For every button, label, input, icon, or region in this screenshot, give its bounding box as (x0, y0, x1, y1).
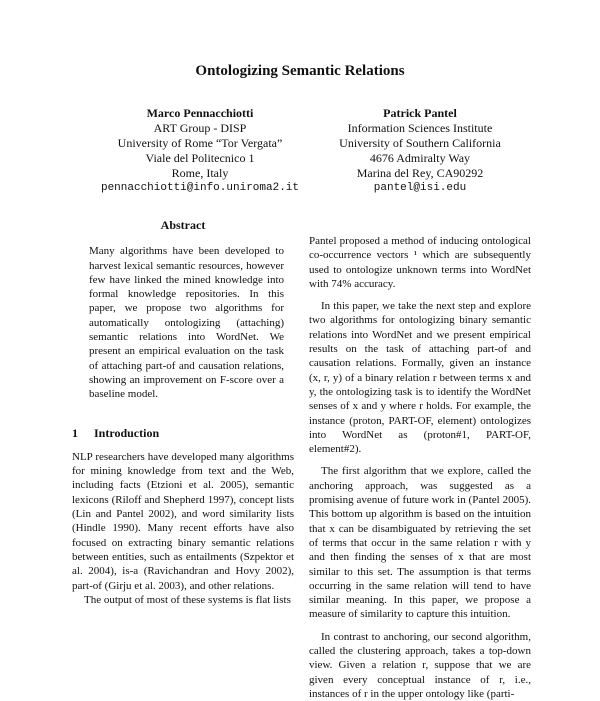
author-block-1 (80, 106, 320, 196)
author-address-city: Rome, Italy (171, 166, 229, 180)
author-university: University of Rome “Tor Vergata” (117, 136, 283, 150)
author-address-city: Marina del Rey, CA90292 (356, 166, 484, 180)
paper-title: Ontologizing Semantic Relations (195, 63, 405, 79)
author-email: pantel@isi.edu (373, 182, 467, 194)
section-heading-introduction (72, 426, 294, 440)
intro-paragraph-1: NLP researchers have developed many algorithms for mining knowledge from text and the Web, including facts (Etzioni et al. 2005), semantic lexicons (Riloff and Shepherd 1997), concept lists (Lin and Pantel 2002), and word similarity lists (Hindle 1990). Many recent efforts have also focused on extracting binary semantic relations between entities, such as entailments (Szpektor et al. 2004), is-a (Ravichandran and Hovy 2002), part-of (Girju et al. 2003), and other relations. (72, 450, 294, 592)
body-paragraph-2: In this paper, we take the next step and explore two algorithms for ontologizing binary semantic relations into WordNet and we present empirical results on the task of attaching part-of and causation relations. Formally, given an instance (x, r, y) of a binary relation r between terms x and y, the ontologizing task is to identify the WordNet senses of x and y where r holds. For example, the instance (proton, PART-OF, element) ontologizes into WordNet as (proton#1, PART-OF, element#2). (309, 300, 531, 456)
body-paragraph-1: Pantel proposed a method of inducing ontological co-occurrence vectors ¹ which are subsequently used to ontologize unknown terms into WordNet with 74% accuracy. (309, 235, 531, 290)
right-column (309, 234, 531, 701)
author-address-street: 4676 Admiralty Way (369, 151, 471, 165)
author-affiliation: ART Group - DISP (153, 121, 247, 135)
section-title: Introduction (94, 425, 160, 440)
author-block-2 (300, 106, 540, 196)
abstract-heading: Abstract (160, 218, 206, 232)
body-paragraph-4: In contrast to anchoring, our second algorithm, called the clustering approach, takes a top-down view. Given a relation r, suppose that we are given every conceptual instance of r, i.e., instances of r in the upper ontology like (parti- (309, 630, 531, 700)
author-name: Marco Pennacchiotti (146, 106, 254, 120)
author-university: University of Southern California (339, 136, 501, 150)
left-column (72, 218, 294, 607)
body-paragraph-3: The first algorithm that we explore, called the anchoring approach, was suggested as a promising avenue of future work in (Pantel 2005). This bottom up algorithm is based on the intuition that x can be disambiguated by retrieving the set of terms that occur in the same relation r with y and then finding the senses of x that are most similar to this set. The assumption is that terms occurring in the same relation will tend to have similar meaning. In this paper, we propose a measure of similarity to capture this intuition. (309, 465, 531, 621)
author-email: pennacchiotti@info.uniroma2.it (100, 182, 300, 194)
author-affiliation: Information Sciences Institute (347, 121, 493, 135)
intro-paragraph-2: The output of most of these systems is flat lists (84, 593, 291, 606)
abstract-text: Many algorithms have been developed to harvest lexical semantic resources, however few have linked the mined knowledge into formal knowledge repositories. In this paper, we propose two algorithms for automatically ontologizing (attaching) semantic relations into WordNet. We present an empirical evaluation on the task of attaching part-of and causation relations, showing an improvement on F-score over a baseline model. (89, 245, 284, 401)
author-name: Patrick Pantel (383, 106, 457, 120)
author-address-street: Viale del Politecnico 1 (145, 151, 255, 165)
section-number: 1 (72, 425, 78, 440)
